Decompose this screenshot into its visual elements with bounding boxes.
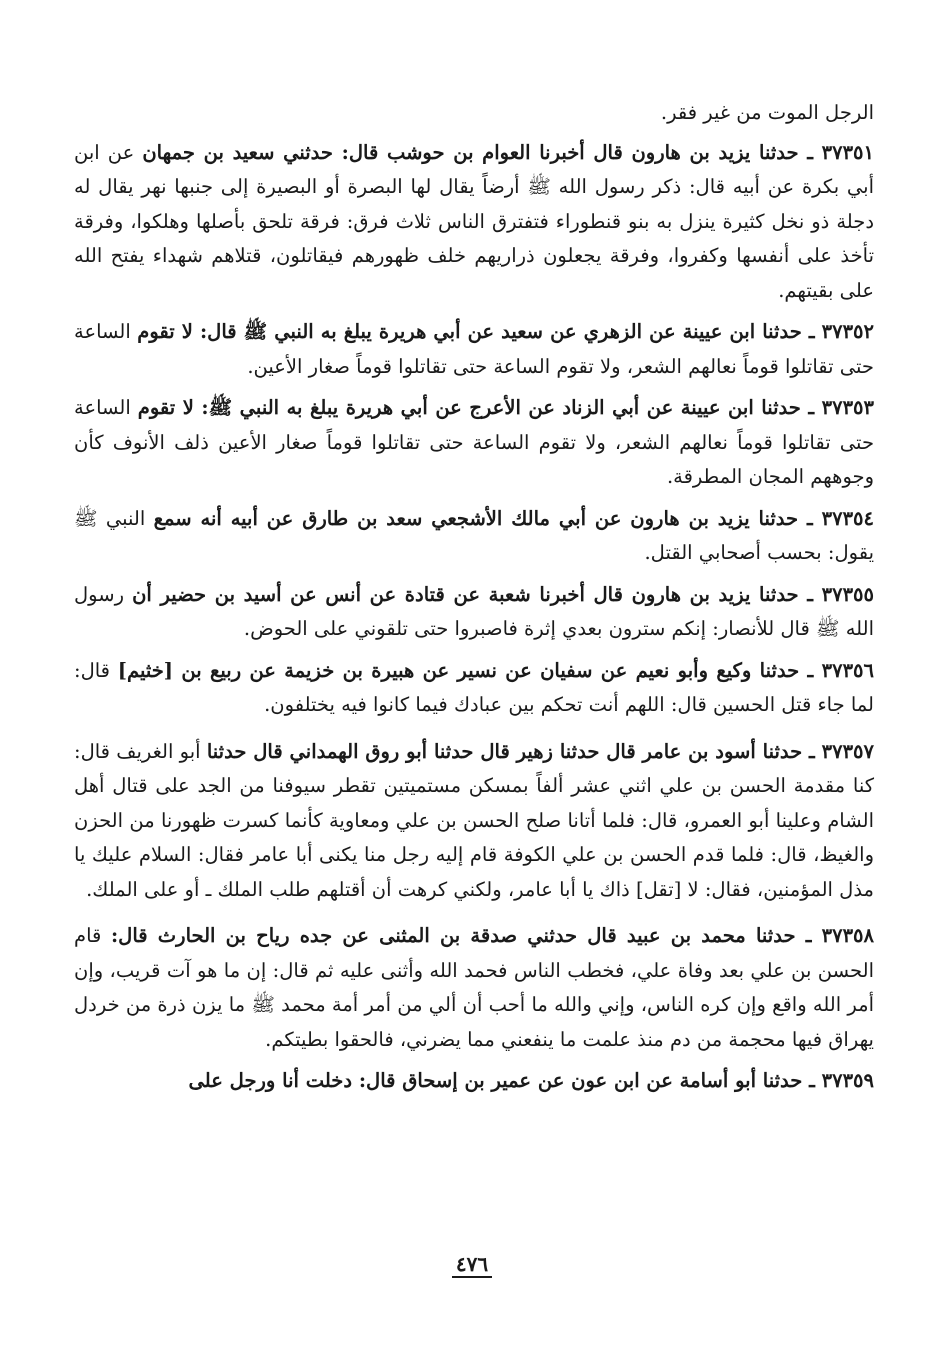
hadith-text: النبي ﷺ يقول: بحسب أصحابي القتل. <box>74 506 874 564</box>
hadith-number: ٣٧٣٥٧ <box>821 739 874 763</box>
hadith-entry: ٣٧٣٥٥ ـ حدثنا يزيد بن هارون قال أخبرنا شعبة عن قتادة عن أنس عن أسيد بن حضير أن رسول الله ﷺ قال للأنصار: إنكم سترون بعدي إثرة فاصبروا حتى تلقوني على الحوض. <box>74 582 875 640</box>
hadith-number: ٣٧٣٥٢ <box>821 320 874 343</box>
hadith-text: عن ابن أبي بكرة عن أبيه قال: ذكر رسول الله ﷺ أرضاً يقال لها البصرة أو البصيرة إلى جنبها نهر يقال له دجلة ذو نخل كثيرة ينزل به بنو قنطوراء فتفترق الناس ثلاث فرق: فرقة تلحق بأصلها وهلكوا، وفرقة تأخذ على أنفسها وكفروا، وفرقة يجعلون ذراريهم خلف ظهورهم فيقاتلون، قتلاهم شهداء يفتح الله على بقيتهم. <box>74 140 874 302</box>
hadith-entry: ٣٧٣٥٣ ـ حدثنا ابن عيينة عن أبي الزناد عن الأعرج عن أبي هريرة يبلغ به النبي ﷺ: لا تقوم الساعة حتى تقاتلوا قوماً نعالهم الشعر، ولا تقوم الساعة حتى تقاتلوا قوماً صغار الأعين ذلف الأنوف كأن وجوههم المجان المطرقة. <box>74 396 874 488</box>
hadith-number: ٣٧٣٥٦ <box>821 658 874 682</box>
hadith-entry: ٣٧٣٥٧ ـ حدثنا أسود بن عامر قال حدثنا زهير قال حدثنا أبو روق الهمداني قال حدثنا أبو الغريف قال: كنا مقدمة الحسن بن علي اثني عشر ألفاً بمسكن مستميتين تقطر سيوفنا من الجد على قتال أهل الشام وعلينا أبو العمرو، قال: فلما أتانا صلح الحسن بن علي ومعاوية كأنما كسرت ظهورنا من الحزن والغيظ، قال: فلما قدم الحسن بن علي الكوفة قام إليه رجل منا يكنى أبا عامر فقال: السلام عليك يا مذل المؤمنين، فقال: لا [تقل] ذاك يا أبا عامر، ولكني كرهت أن أقتلهم طلب الملك ـ أو على الملك. <box>74 739 874 901</box>
hadith-intro: حدثنا محمد بن عبيد قال حدثني صدقة بن المثنى عن جده رياح بن الحارث قال: <box>110 924 796 947</box>
hadith-entry: ٣٧٣٥٢ ـ حدثنا ابن عيينة عن الزهري عن سعيد عن أبي هريرة يبلغ به النبي ﷺ قال: لا تقوم الساعة حتى تقاتلوا قوماً نعالهم الشعر، ولا تقوم الساعة حتى تقاتلوا قوماً صغار الأعين. <box>74 320 874 378</box>
hadith-text: رسول الله ﷺ قال للأنصار: إنكم سترون بعدي إثرة فاصبروا حتى تلقوني على الحوض. <box>74 582 874 640</box>
hadith-number: ٣٧٣٥٣ <box>821 396 874 419</box>
hadith-text: الساعة حتى تقاتلوا قوماً نعالهم الشعر، ولا تقوم الساعة حتى تقاتلوا قوماً صغار الأعين ذلف الأنوف كأن وجوههم المجان المطرقة. <box>74 396 874 488</box>
hadith-intro: حدثنا يزيد بن هارون قال أخبرنا العوام بن حوشب قال: حدثني سعيد بن جمهان <box>142 140 799 164</box>
page-text <box>74 96 874 1296</box>
hadith-number: ٣٧٣٥٥ <box>821 582 875 606</box>
hadith-entry: ٣٧٣٥٩ ـ حدثنا أبو أسامة عن ابن عون عن عمير بن إسحاق قال: دخلت أنا ورجل على <box>188 1069 874 1092</box>
hadith-text: أبو الغريف قال: كنا مقدمة الحسن بن علي اثني عشر ألفاً بمسكن مستميتين تقطر سيوفنا من الجد على قتال أهل الشام وعلينا أبو العمرو، قال: فلما أتانا صلح الحسن بن علي ومعاوية كأنما كسرت ظهورنا من الحزن والغيظ، قال: فلما قدم الحسن بن علي الكوفة قام إليه رجل منا يكنى أبا عامر فقال: السلام عليك يا مذل المؤمنين، فقال: لا [تقل] ذاك يا أبا عامر، ولكني كرهت أن أقتلهم طلب الملك ـ أو على الملك. <box>74 739 874 901</box>
continuation-text: الرجل الموت من غير فقر. <box>660 101 874 124</box>
hadith-text: قال: لما جاء قتل الحسين قال: اللهم أنت تحكم بين عبادك فيما كانوا فيه يختلفون. <box>74 658 874 716</box>
hadith-intro: حدثنا ابن عيينة عن أبي الزناد عن الأعرج عن أبي هريرة يبلغ به النبي ﷺ: لا تقوم <box>137 396 801 419</box>
hadith-entry: ٣٧٣٥٦ ـ حدثنا وكيع وأبو نعيم عن سفيان عن نسير عن هبيرة بن خزيمة عن ربيع بن [خثيم] قال: لما جاء قتل الحسين قال: اللهم أنت تحكم بين عبادك فيما كانوا فيه يختلفون. <box>74 658 874 716</box>
page-number <box>0 1252 944 1276</box>
hadith-number: ٣٧٣٥١ <box>821 140 874 164</box>
hadith-intro: حدثنا ابن عيينة عن الزهري عن سعيد عن أبي هريرة يبلغ به النبي ﷺ قال: لا تقوم <box>137 320 802 343</box>
page-number-value: ٤٧٦ <box>452 1252 492 1278</box>
hadith-entry: ٣٧٣٥٨ ـ حدثنا محمد بن عبيد قال حدثني صدقة بن المثنى عن جده رياح بن الحارث قال: قام الحسن بن علي بعد وفاة علي، فخطب الناس فحمد الله وأثنى عليه ثم قال: إن ما هو آت قريب، وإن أمر الله واقع وإن كره الناس، وإني والله ما أحب أن ألي من أمر أمة محمد ﷺ ما يزن ذرة من خردل يهراق فيها محجمة من دم منذ علمت ما ينفعني مما يضرني، فالحقوا بطيتكم. <box>74 924 874 1051</box>
hadith-intro: حدثنا يزيد بن هارون قال أخبرنا شعبة عن قتادة عن أنس عن أسيد بن حضير أن <box>132 582 799 606</box>
hadith-entry: ٣٧٣٥١ ـ حدثنا يزيد بن هارون قال أخبرنا العوام بن حوشب قال: حدثني سعيد بن جمهان عن ابن أبي بكرة عن أبيه قال: ذكر رسول الله ﷺ أرضاً يقال لها البصرة أو البصيرة إلى جنبها نهر يقال له دجلة ذو نخل كثيرة ينزل به بنو قنطوراء فتفترق الناس ثلاث فرق: فرقة تلحق بأصلها وهلكوا، وفرقة تأخذ على أنفسها وكفروا، وفرقة يجعلون ذراريهم خلف ظهورهم فيقاتلون، قتلاهم شهداء يفتح الله على بقيتهم. <box>74 140 874 302</box>
hadith-intro: حدثنا يزيد بن هارون عن أبي مالك الأشجعي سعد بن طارق عن أبيه أنه سمع <box>153 506 799 530</box>
hadith-intro: حدثنا أسود بن عامر قال حدثنا زهير قال حدثنا أبو روق الهمداني قال حدثنا <box>206 739 803 763</box>
hadith-number: ٣٧٣٥٤ <box>821 506 875 530</box>
hadith-text: الساعة حتى تقاتلوا قوماً نعالهم الشعر، ولا تقوم الساعة حتى تقاتلوا قوماً صغار الأعين. <box>74 320 874 378</box>
hadith-number: ٣٧٣٥٨ <box>821 924 874 947</box>
hadith-text: قام الحسن بن علي بعد وفاة علي، فخطب الناس فحمد الله وأثنى عليه ثم قال: إن ما هو آت قريب، وإن أمر الله واقع وإن كره الناس، وإني والله ما أحب أن ألي من أمر أمة محمد ﷺ ما يزن ذرة من خردل يهراق فيها محجمة من دم منذ علمت ما ينفعني مما يضرني، فالحقوا بطيتكم. <box>74 924 874 1051</box>
hadith-number: ٣٧٣٥٩ <box>821 1069 874 1092</box>
hadith-intro: حدثنا وكيع وأبو نعيم عن سفيان عن نسير عن هبيرة بن خزيمة عن ربيع بن [خثيم] <box>117 658 800 682</box>
hadith-entry: ٣٧٣٥٤ ـ حدثنا يزيد بن هارون عن أبي مالك الأشجعي سعد بن طارق عن أبيه أنه سمع النبي ﷺ يقول: بحسب أصحابي القتل. <box>74 506 875 564</box>
hadith-intro: حدثنا أبو أسامة عن ابن عون عن عمير بن إسحاق قال: دخلت أنا ورجل على <box>188 1069 803 1092</box>
